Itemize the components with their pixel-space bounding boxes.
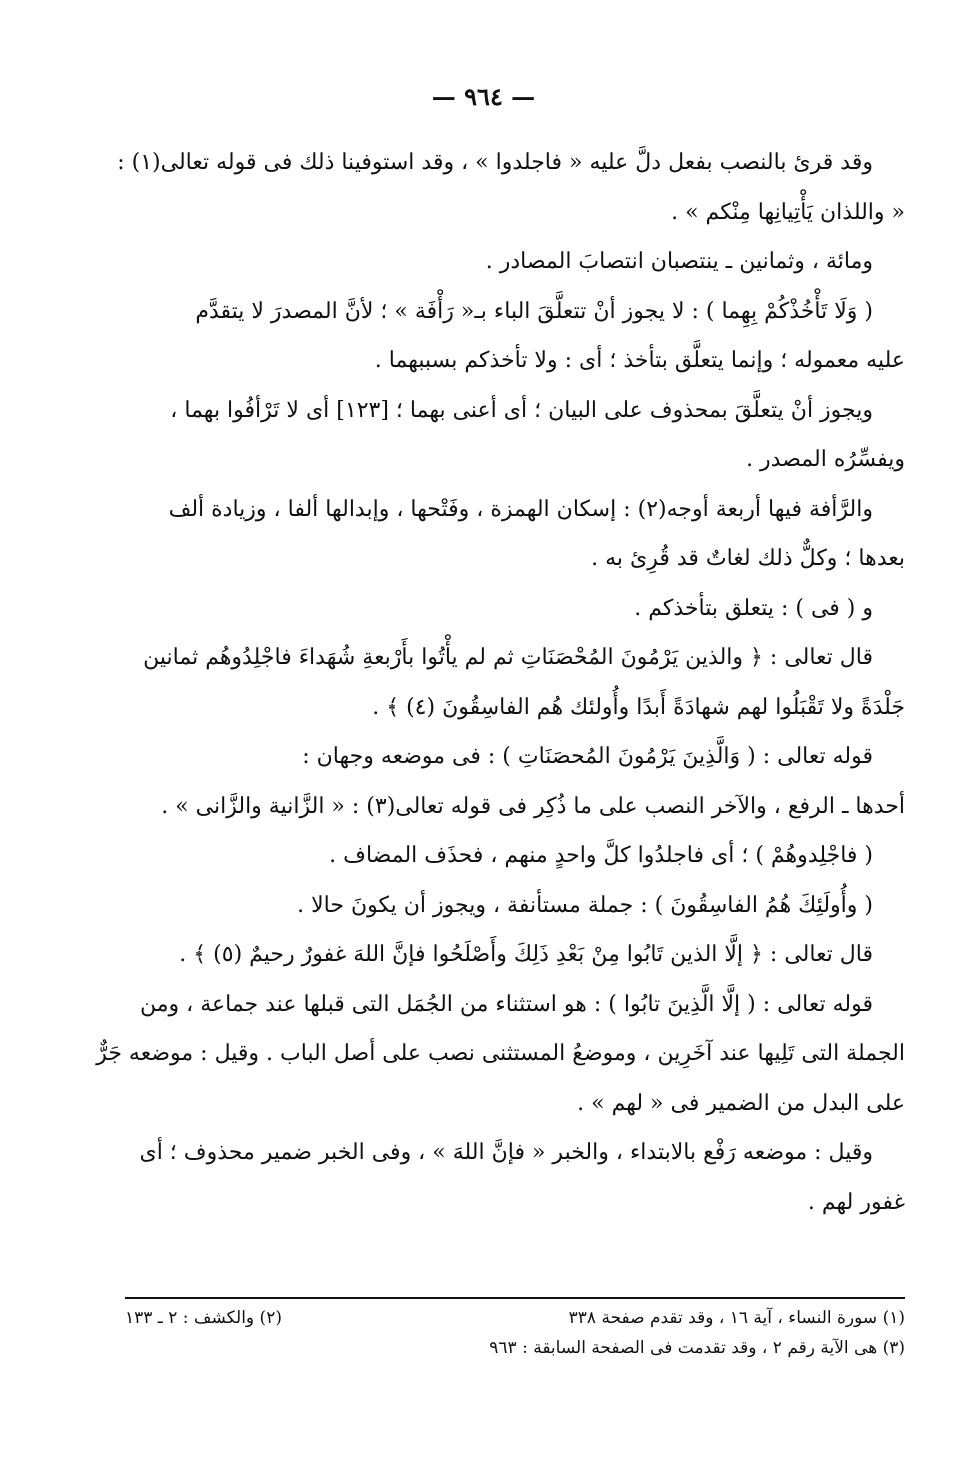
text-line: « واللذان يَأْتِيانِها مِنْكم » . xyxy=(671,199,905,225)
footnote-row xyxy=(125,1333,905,1363)
text-line: قال تعالى : ﴿ إلَّا الذين تَابُوا مِنْ بَعْدِ ذَلِكَ وأَصْلَحُوا فإنَّ اللهَ غفورٌ رحيمٌ (٥) ﴾ . xyxy=(179,942,873,967)
footnotes xyxy=(125,1303,905,1363)
footnote-3: (٣) هى الآية رقم ٢ ، وقد تقدمت فى الصفحة السابقة : ٩٦٣ xyxy=(489,1338,905,1358)
text-line: ( وأُولَئِكَ هُمُ الفاسِقُونَ ) : جملة مستأنفة ، ويجوز أن يكونَ حالا . xyxy=(297,892,873,918)
text-line: ( فاجْلِدوهُمْ ) ؛ أى فاجلدُوا كلَّ واحدٍ منهم ، فحذَف المضاف . xyxy=(329,843,873,868)
footnote-2: (٢) والكشف : ٢ ـ ١٣٣ xyxy=(125,1308,282,1328)
text-line: ويجوز أنْ يتعلَّقَ بمحذوف على البيان ؛ أى أعنى بهما ؛ [١٢٣] أى لا تَرْأفُوا بهما ، xyxy=(170,397,873,423)
main-text xyxy=(96,138,905,1227)
text-line: قال تعالى : ﴿ والذين يَرْمُونَ المُحْصَنَاتِ ثم لم يأْتُوا بأَرْبعةِ شُهَداءَ فاجْلِدُوهُم ثمانين xyxy=(143,645,873,670)
text-line: الجملة التى تَلِيها عند آخَرِين ، وموضعُ المستثنى نصب على أصل الباب . وقيل : موضعه جَرٌّ xyxy=(96,1041,905,1066)
text-line: وقد قرئ بالنصب بفعل دلَّ عليه « فاجلدوا » ، وقد استوفينا ذلك فى قوله تعالى(١) : xyxy=(117,150,873,175)
footnote-row xyxy=(125,1303,905,1333)
footnote-1: (١) سورة النساء ، آية ١٦ ، وقد تقدم صفحة ٣٣٨ xyxy=(568,1308,905,1328)
text-line: قوله تعالى : ( وَالَّذِينَ يَرْمُونَ المُحصَنَاتِ ) : فى موضعه وجهان : xyxy=(302,744,873,769)
text-line: غفور لهم . xyxy=(807,1189,905,1215)
text-line: على البدل من الضمير فى « لهم » . xyxy=(577,1090,905,1116)
text-line: و ( فى ) : يتعلق بتأخذكم . xyxy=(634,595,873,621)
text-line: ويفسِّرُه المصدر . xyxy=(746,447,905,472)
text-line: أحدها ـ الرفع ، والآخر النصب على ما ذُكِر فى قوله تعالى(٣) : « الزَّانية والزَّانى » . xyxy=(161,793,905,819)
text-line: ومائة ، وثمانين ـ ينتصبان انتصابَ المصادر . xyxy=(485,249,873,274)
text-line: جَلْدَةً ولا تَقْبَلُوا لهم شهادَةً أَبدًا وأُولئك هُم الفاسِقُونَ (٤) ﴾ . xyxy=(372,694,905,720)
text-line: عليه معموله ؛ وإنما يتعلَّق بتأخذ ؛ أى : ولا تأخذكم بسببهما . xyxy=(374,348,905,373)
page-number: — ٩٦٤ — xyxy=(431,82,536,111)
text-line: قوله تعالى : ( إلَّا الَّذِينَ تابُوا ) : هو استثناء من الجُمَل التى قبلها عند جماعة ، ومن xyxy=(139,991,873,1017)
text-line: والرَّأفة فيها أربعة أوجه(٢) : إسكان الهمزة ، وفَتْحها ، وإبدالها ألفا ، وزيادة ألف xyxy=(168,496,873,522)
text-line: بعدها ؛ وكلٌّ ذلك لغاتٌ قد قُرِئ به . xyxy=(591,546,905,571)
footnote-divider xyxy=(125,1297,905,1299)
text-line: ( وَلَا تَأْخُذْكُمْ بِهِما ) : لا يجوز أنْ تتعلَّقَ الباء بـ« رَأْفَة » ؛ لأنَّ المصدرَ لا يتقدَّم xyxy=(195,298,873,324)
text-line: وقيل : موضعه رَفْع بالابتداء ، والخبر « فإنَّ اللهَ » ، وفى الخبر ضمير محذوف ؛ أى xyxy=(139,1140,873,1165)
